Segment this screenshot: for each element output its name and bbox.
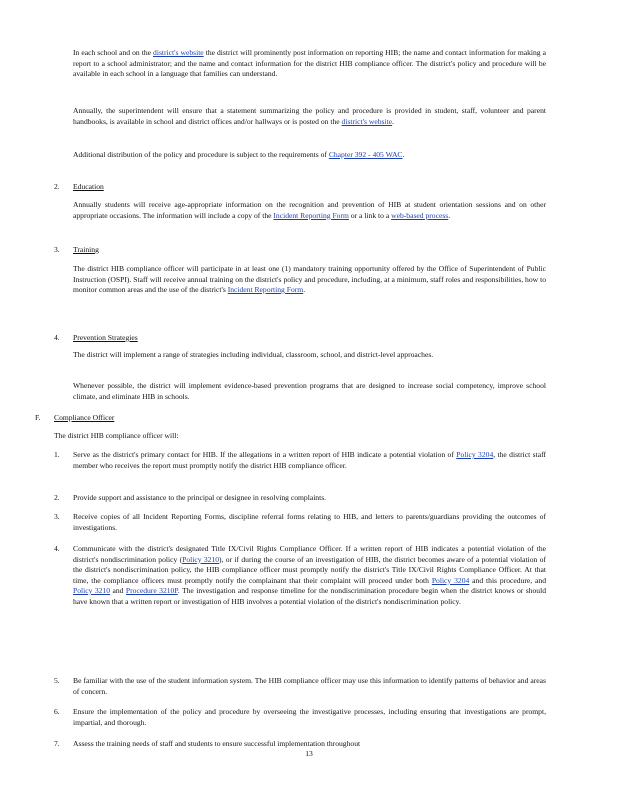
district-website-link[interactable]: district's website xyxy=(153,48,204,57)
text: Annually students will receive age-appropriate information on the recognition and prevention of HIB at student orientation sessions and on other appropriate occasions. The information will include a copy of the xyxy=(73,200,546,220)
section-number: 4. xyxy=(54,333,60,342)
list-item: Ensure the implementation of the policy and procedure by overseeing the investigative processes, including ensuring that investigations are prompt, impartial, and thorough. xyxy=(73,707,546,727)
web-based-process-link[interactable]: web-based process xyxy=(391,210,449,220)
policy-3210-link[interactable]: Policy 3210 xyxy=(182,554,220,564)
paragraph-school-posting xyxy=(73,48,546,80)
section-heading-education: Education xyxy=(73,182,104,191)
section-number: 2. xyxy=(54,182,60,191)
list-item: Receive copies of all Incident Reporting Forms, discipline referral forms relating to HIB, and letters to parents/guardians providing the outcomes of investigations. xyxy=(73,512,546,532)
paragraph-annual-statement xyxy=(73,106,546,127)
text: Additional distribution of the policy and procedure is subject to the requirements of xyxy=(73,150,329,159)
paragraph-prevention-b: Whenever possible, the district will implement evidence-based prevention programs that are designed to increase social competency, improve school climate, and eliminate HIB in schools. xyxy=(73,381,546,401)
policy-3204-link[interactable]: Policy 3204 xyxy=(456,450,494,459)
section-heading-training: Training xyxy=(73,245,99,254)
paragraph-training xyxy=(73,264,546,296)
list-item: Assess the training needs of staff and students to ensure successful implementation throughout xyxy=(73,739,361,748)
item-number: 2. xyxy=(54,493,60,502)
text: Communicate with the district's designated Title IX/Civil Rights Compliance Officer. If a written report of HIB indicates a potential violation of the district's nondiscrimination policy ( xyxy=(73,544,546,564)
incident-reporting-form-link[interactable]: Incident Reporting Form xyxy=(273,210,349,220)
procedure-3210p-link[interactable]: Procedure 3210P xyxy=(125,586,178,595)
text: . The investigation and response timeline for the nondiscrimination procedure begin when the district knows or should have known that a written report or investigation of HIB involves a potential violation of the district's nondiscrimination policy. xyxy=(73,586,547,606)
paragraph-education xyxy=(73,200,546,221)
section-number: 3. xyxy=(54,245,60,254)
text: and this procedure, and xyxy=(469,575,547,585)
policy-3204-link[interactable]: Policy 3204 xyxy=(431,575,470,585)
item-number: 1. xyxy=(54,450,60,459)
text: . xyxy=(402,150,405,159)
text: . xyxy=(303,285,306,294)
paragraph-additional-distribution xyxy=(73,150,546,161)
section-letter: F. xyxy=(35,413,41,422)
list-item xyxy=(73,450,546,471)
text: Annually, the superintendent will ensure that a statement summarizing the policy and procedure is provided in student, staff, volunteer and parent handbooks, is available in school and district offices and/or hallways or is posted on the xyxy=(73,106,546,126)
page-number: 13 xyxy=(305,749,313,758)
district-website-link[interactable]: district's website xyxy=(341,116,393,126)
text: the district will prominently post information on reporting HIB; the name and contact information for making a report to a school administrator; and the name and contact information for the district HIB compliance officer. The district's policy and procedure will be available in each school in a language that families can understand. xyxy=(73,48,546,78)
item-number: 3. xyxy=(54,512,60,521)
list-item: Provide support and assistance to the principal or designee in resolving complaints. xyxy=(73,493,327,502)
text: . xyxy=(448,210,451,220)
text: In each school and on the xyxy=(73,48,154,57)
section-heading-prevention: Prevention Strategies xyxy=(73,333,138,342)
section-heading-compliance-officer: Compliance Officer xyxy=(54,413,115,422)
incident-reporting-form-link[interactable]: Incident Reporting Form xyxy=(227,285,304,294)
text: ), or if during the course of an investigation of HIB, the district becomes aware of a potential violation of the district's nondiscrimination policy, the HIB compliance officer must promptly notify the district's Title IX/Civil Rights Compliance Officer. At that time, the compliance officers must promptly notify the complainant that their complaint will proceed under both xyxy=(73,554,546,585)
item-number: 6. xyxy=(54,707,60,716)
item-number: 5. xyxy=(54,676,60,685)
list-item xyxy=(73,544,546,607)
text: , the district staff member who receives the report must promptly notify the district HIB compliance officer. xyxy=(73,450,547,470)
item-number: 7. xyxy=(54,739,60,748)
text: or a link to a xyxy=(348,210,392,220)
text: The district HIB compliance officer will participate in at least one (1) mandatory training opportunity offered by the Office of Superintendent of Public Instruction (OSPI). Staff will receive annual training on the district's policy and procedure, including, at a minimum, staff roles and responsibilities, how to monitor common areas and the use of the district's xyxy=(73,264,546,294)
list-item: Be familiar with the use of the student information system. The HIB compliance officer may use this information to identify patterns of behavior and areas of concern. xyxy=(73,676,546,696)
item-number: 4. xyxy=(54,544,60,553)
policy-3210-link[interactable]: Policy 3210 xyxy=(73,586,111,595)
wac-chapter-link[interactable]: Chapter 392 - 405 WAC xyxy=(328,150,403,159)
text: Serve as the district's primary contact for HIB. If the allegations in a written report of HIB indicate a potential violation of xyxy=(73,450,457,459)
text: and xyxy=(110,586,126,595)
compliance-intro: The district HIB compliance officer will: xyxy=(54,431,179,440)
text: . xyxy=(392,116,394,126)
paragraph-prevention-a: The district will implement a range of strategies including individual, classroom, school, and district-level approaches. xyxy=(73,350,434,359)
